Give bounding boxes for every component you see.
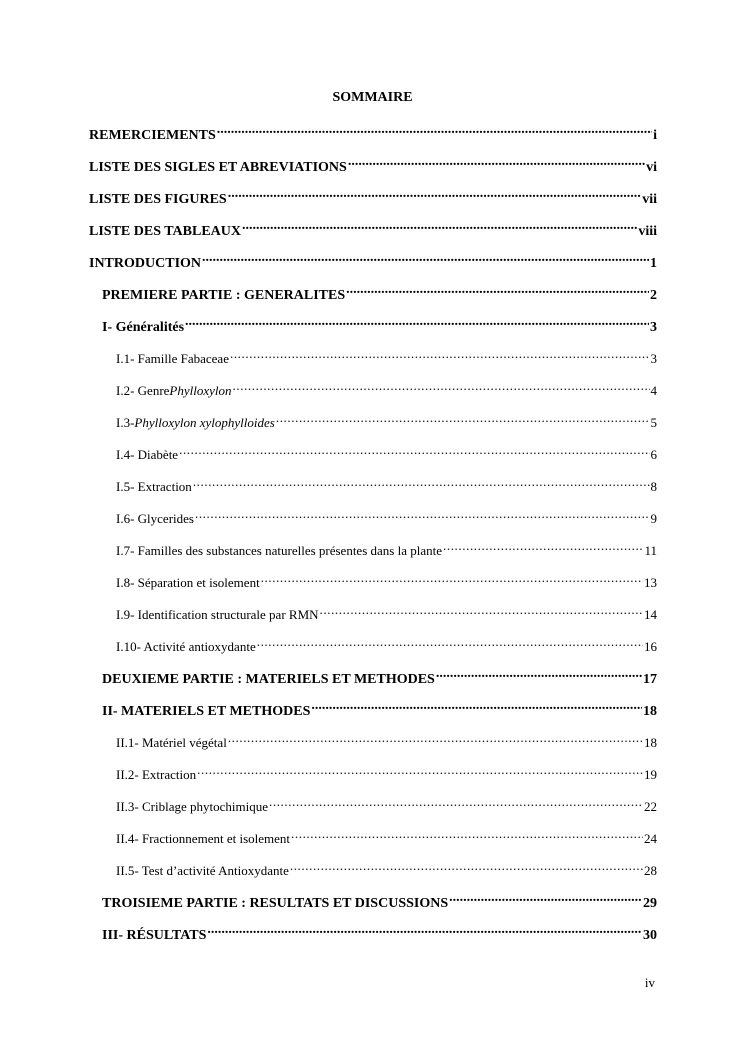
dot-leader <box>290 857 643 875</box>
toc-entry-materiels-methodes[interactable] <box>102 697 657 719</box>
dot-leader <box>276 409 650 427</box>
toc-entry-page: vi <box>646 160 657 175</box>
toc-entry-fractionnement-isolement[interactable] <box>116 825 657 846</box>
toc-entry-label: I.10- Activité antioxydante <box>116 639 256 654</box>
toc-entry-label: I.2- Genre <box>116 383 170 398</box>
toc-entry-label: LISTE DES SIGLES ET ABREVIATIONS <box>89 160 347 175</box>
dot-leader <box>443 537 643 555</box>
toc-entry-liste-sigles[interactable] <box>89 153 657 175</box>
toc-entry-label: REMERCIEMENTS <box>89 128 216 143</box>
dot-leader <box>193 473 650 491</box>
dot-leader <box>346 281 649 299</box>
toc-entry-page: 22 <box>644 799 657 814</box>
toc-entry-page: 11 <box>644 543 657 558</box>
toc-entry-identification-rmn[interactable] <box>116 601 657 622</box>
toc-entry-activite-antioxydante[interactable] <box>116 633 657 654</box>
toc-entry-page: 14 <box>644 607 657 622</box>
toc-entry-page: 1 <box>650 256 657 271</box>
toc-entry-page: 4 <box>650 383 657 398</box>
dot-leader <box>320 601 643 619</box>
toc-entry-label: PREMIERE PARTIE : GENERALITES <box>102 288 346 303</box>
toc-entry-label: II.1- Matériel végétal <box>116 735 227 750</box>
toc-entry-label: LISTE DES TABLEAUX <box>89 224 241 239</box>
dot-leader <box>195 505 650 523</box>
dot-leader <box>242 217 637 235</box>
toc-entry-label: II- MATERIELS ET METHODES <box>102 704 311 719</box>
toc-entry-page: 3 <box>650 320 657 335</box>
dot-leader <box>228 729 643 747</box>
dot-leader <box>207 921 642 939</box>
toc-entry-page: 18 <box>644 735 657 750</box>
toc-entry-page: i <box>653 128 657 143</box>
toc-entry-label: TROISIEME PARTIE : RESULTATS ET DISCUSSIONS <box>102 896 449 911</box>
dot-leader <box>449 889 642 907</box>
dot-leader <box>261 569 643 587</box>
toc-entry-famille-fabaceae[interactable] <box>116 345 657 366</box>
dot-leader <box>197 761 643 779</box>
toc-entry-genre-phylloxylon[interactable] <box>116 377 657 398</box>
toc-entry-label: II.5- Test d’activité Antioxydante <box>116 863 289 878</box>
toc-entry-label: III- RÉSULTATS <box>102 928 207 943</box>
dot-leader <box>217 121 652 139</box>
toc-entry-label-italic: Phylloxylon <box>169 383 232 398</box>
toc-entry-label: INTRODUCTION <box>89 256 202 271</box>
toc-entry-label: I.8- Séparation et isolement <box>116 575 260 590</box>
dot-leader <box>185 313 649 331</box>
dot-leader <box>179 441 649 459</box>
toc-entry-page: 18 <box>643 704 657 719</box>
toc-entry-page: viii <box>638 224 657 239</box>
toc-entry-test-antioxydante[interactable] <box>116 857 657 878</box>
dot-leader <box>311 697 642 715</box>
toc-entry-label: LISTE DES FIGURES <box>89 192 227 207</box>
toc-entry-phylloxylon-xylophylloides[interactable] <box>116 409 657 430</box>
toc-entry-remerciements[interactable] <box>89 121 657 143</box>
toc-entry-familles-substances[interactable] <box>116 537 657 558</box>
toc-entry-page: 16 <box>644 639 657 654</box>
toc-entry-label-italic: Phylloxylon xylophylloides <box>134 415 275 430</box>
toc-entry-separation-isolement[interactable] <box>116 569 657 590</box>
toc-entry-premiere-partie[interactable] <box>102 281 657 303</box>
toc-entry-page: 19 <box>644 767 657 782</box>
dot-leader <box>269 793 643 811</box>
toc-entry-page: 3 <box>650 351 657 366</box>
toc-entry-resultats[interactable] <box>102 921 657 943</box>
toc-entry-page: 17 <box>643 672 657 687</box>
dot-leader <box>257 633 643 651</box>
toc-entry-liste-tableaux[interactable] <box>89 217 657 239</box>
toc-entry-page: vii <box>642 192 657 207</box>
toc-entry-label: I.6- Glycerides <box>116 511 194 526</box>
toc-entry-label: I.7- Familles des substances naturelles présentes dans la plante <box>116 543 442 558</box>
toc-entry-label: II.4- Fractionnement et isolement <box>116 831 291 846</box>
toc-entry-glycerides[interactable] <box>116 505 657 526</box>
toc-entry-criblage-phytochimique[interactable] <box>116 793 657 814</box>
toc-entry-troisieme-partie[interactable] <box>102 889 657 911</box>
dot-leader <box>202 249 649 267</box>
toc-entry-page: 28 <box>644 863 657 878</box>
toc-entry-materiel-vegetal[interactable] <box>116 729 657 750</box>
toc-entry-label: I.1- Famille Fabaceae <box>116 351 229 366</box>
toc-entry-page: 30 <box>643 928 657 943</box>
toc-entry-page: 2 <box>650 288 657 303</box>
toc-entry-extraction-2[interactable] <box>116 761 657 782</box>
dot-leader <box>436 665 642 683</box>
page-number: iv <box>644 975 655 990</box>
toc-entry-label: I.3- <box>116 415 135 430</box>
toc-entry-label: II.2- Extraction <box>116 767 197 782</box>
toc-entry-generalites[interactable] <box>102 313 657 335</box>
dot-leader <box>291 825 643 843</box>
toc-entry-page: 13 <box>644 575 657 590</box>
toc-entry-page: 6 <box>650 447 657 462</box>
toc-entry-liste-figures[interactable] <box>89 185 657 207</box>
page-title: SOMMAIRE <box>332 90 413 105</box>
toc-entry-introduction[interactable] <box>89 249 657 271</box>
toc-entry-label: DEUXIEME PARTIE : MATERIELS ET METHODES <box>102 672 435 687</box>
dot-leader <box>233 377 650 395</box>
toc-entry-page: 8 <box>650 479 657 494</box>
dot-leader <box>228 185 642 203</box>
toc-entry-extraction[interactable] <box>116 473 657 494</box>
toc-entry-label: I.4- Diabète <box>116 447 179 462</box>
dot-leader <box>348 153 645 171</box>
toc-entry-diabete[interactable] <box>116 441 657 462</box>
toc-entry-deuxieme-partie[interactable] <box>102 665 657 687</box>
toc-entry-label: I.9- Identification structurale par RMN <box>116 607 319 622</box>
toc-entry-page: 29 <box>643 896 657 911</box>
toc-entry-label: I.5- Extraction <box>116 479 192 494</box>
toc-entry-page: 24 <box>644 831 657 846</box>
dot-leader <box>230 345 650 363</box>
toc-entry-page: 5 <box>650 415 657 430</box>
toc-entry-label: II.3- Criblage phytochimique <box>116 799 268 814</box>
toc-entry-page: 9 <box>650 511 657 526</box>
toc-entry-label: I- Généralités <box>102 320 185 335</box>
